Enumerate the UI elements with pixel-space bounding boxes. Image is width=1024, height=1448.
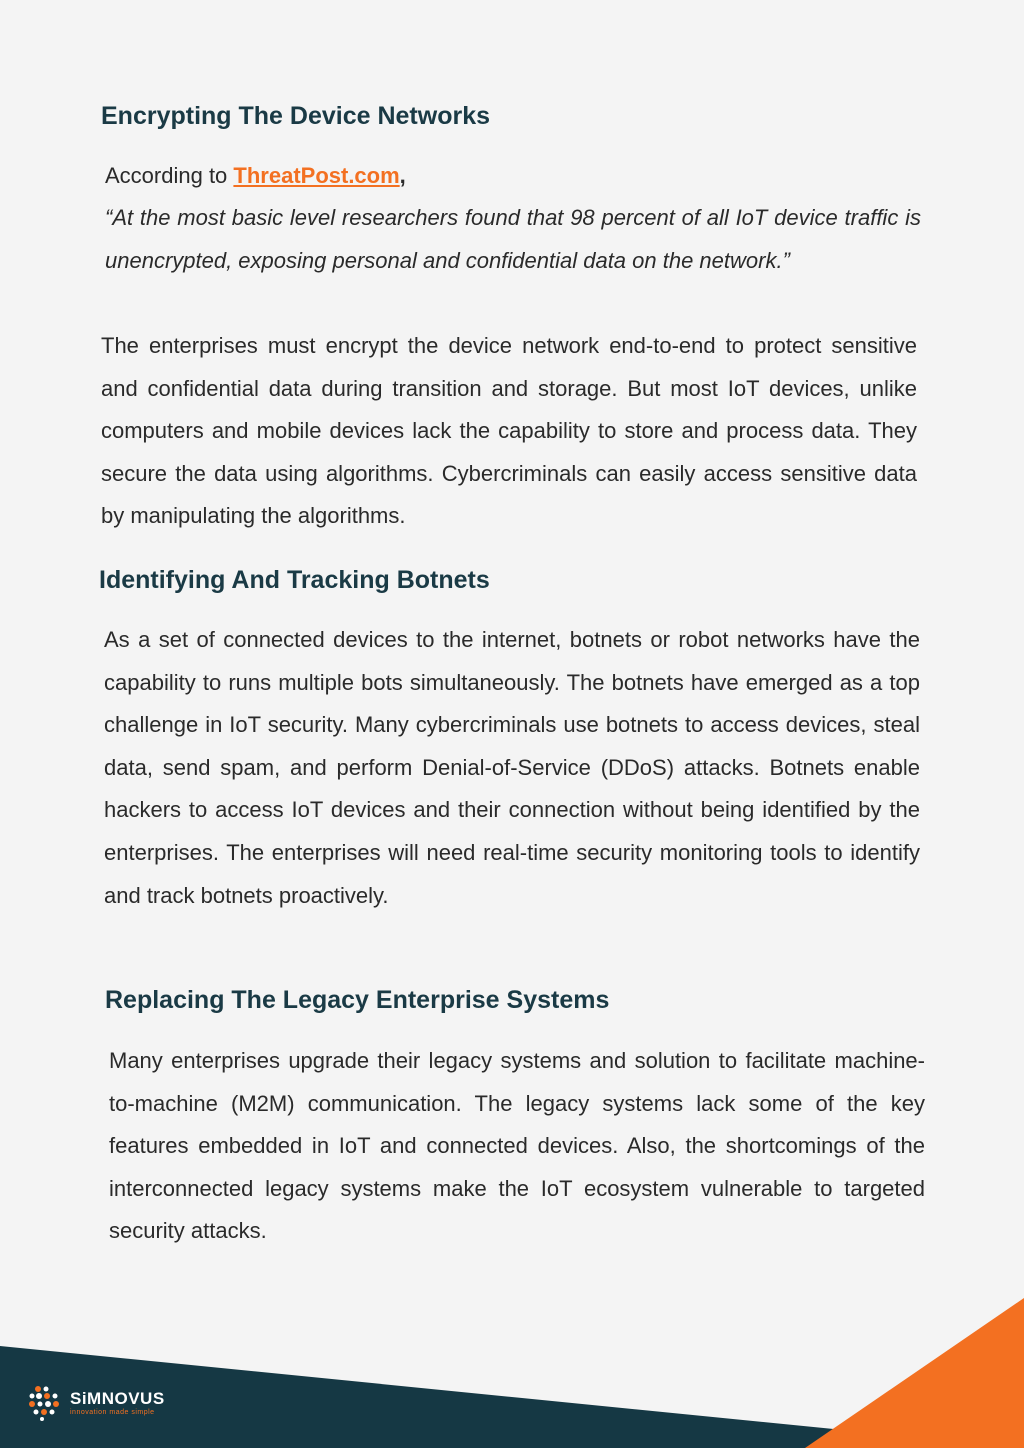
section-heading-encrypting: Encrypting The Device Networks	[101, 102, 491, 130]
intro-suffix: ,	[399, 163, 406, 188]
section2-body: As a set of connected devices to the internet, botnets or robot networks have the capability to runs multiple bots simultaneously. The botnets have emerged as a top challenge in IoT security. Many cybercriminals use botnets to access devices, steal data, send spam, and perform Denial-of-Service (DDoS) attacks. Botnets enable hackers to access IoT devices and their connection without being identified by the enterprises. The enterprises will need real-time security monitoring tools to identify and track botnets proactively.	[104, 627, 920, 908]
intro-line	[105, 155, 921, 198]
dots-logo-icon	[28, 1385, 64, 1421]
section-heading-botnets: Identifying And Tracking Botnets	[99, 566, 490, 594]
section-heading-legacy: Replacing The Legacy Enterprise Systems	[105, 986, 610, 1014]
simnovus-logo	[28, 1383, 165, 1423]
intro-prefix: According to	[105, 163, 234, 188]
logo-name: SiMNOVUS	[70, 1388, 165, 1408]
threatpost-link[interactable]: ThreatPost.com	[233, 163, 400, 188]
footer-banner	[0, 1298, 1024, 1448]
section3-body: Many enterprises upgrade their legacy systems and solution to facilitate machine-to-machine (M2M) communication. The legacy systems lack some of the key features embedded in IoT and connected devices. Also, the shortcomings of the interconnected legacy systems make the IoT ecosystem vulnerable to targeted security attacks.	[109, 1048, 925, 1244]
logo-tagline: innovation made simple	[70, 1408, 155, 1416]
section1-body: The enterprises must encrypt the device network end-to-end to protect sensitive and confidential data during transition and storage. But most IoT devices, unlike computers and mobile devices lack the capability to store and process data. They secure the data using algorithms. Cybercriminals can easily access sensitive data by manipulating the algorithms.	[101, 333, 917, 529]
footer-orange-corner	[805, 1298, 1024, 1448]
quote-text: “At the most basic level researchers found that 98 percent of all IoT device traffic is unencrypted, exposing personal and confidential data on the network.”	[105, 205, 921, 273]
